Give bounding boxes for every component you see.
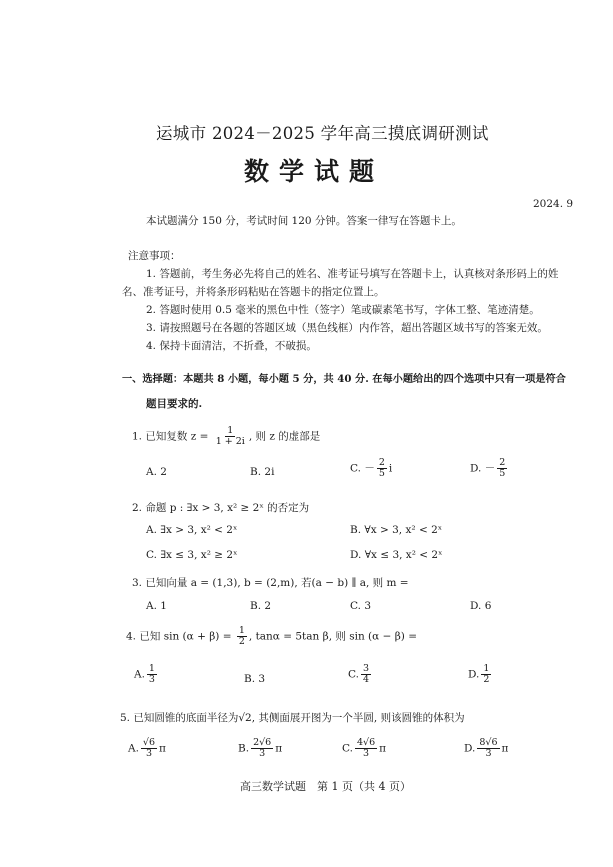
q5-a-fraction [141,738,157,759]
question-3-stem: 3. 已知向量 a = (1,3), b = (2,m), 若(a − b) ∥ a, 则 m = [132,577,409,589]
q5-a-num: √6 [142,737,156,748]
subject-title: 数学试题 [244,157,385,186]
q1-prefix: 1. 已知复数 z = [132,430,212,443]
q5-c-fraction [355,738,377,759]
q1-frac-den: 1 + 2i [215,435,245,447]
section-heading-cont: 题目要求的. [146,398,203,410]
q2-option-a: A. ∃x > 3, x² < 2ˣ [146,524,238,536]
q2-option-d: D. ∀x ≤ 3, x² < 2ˣ [350,549,443,561]
notice-item-1-cont: 名、准考证号，并将条形码粘贴在答题卡的指定位置上。 [122,286,385,298]
q5-a-den: 3 [145,747,152,759]
q5-option-b [238,738,282,759]
q1-suffix: , 则 z 的虚部是 [248,430,321,443]
q1-option-d [470,458,509,479]
q5-c-num: 4√6 [357,737,376,748]
q1-c-fraction [377,458,387,479]
q3-option-c: C. 3 [350,600,372,612]
q3-option-b: B. 2 [250,600,272,612]
q1-d-fraction [497,458,507,479]
q5-b-den: 3 [259,747,266,759]
q4-option-a [134,664,159,685]
exam-info: 本试题满分 150 分，考试时间 120 分钟。答案一律写在答题卡上。 [146,215,462,227]
question-1-stem [132,426,320,447]
q4-d-fraction [481,664,491,685]
exam-date: 2024. 9 [533,198,574,210]
q4-d-num: 1 [483,663,490,674]
q1-c-num: 2 [378,457,385,468]
q5-c-prefix: C. [342,742,353,755]
q3-option-d: D. 6 [470,600,492,612]
q4-fraction [237,626,247,647]
q4-option-b: B. 3 [244,673,266,685]
q2-option-b: B. ∀x > 3, x² < 2ˣ [350,524,443,536]
section-heading: 一、选择题：本题共 8 小题，每小题 5 分，共 40 分. 在每小题给出的四个选项中只有一项是符合 [122,373,566,385]
q1-c-den: 5 [378,467,385,479]
notice-heading: 注意事项： [128,250,181,262]
q1-d-num: 2 [499,457,506,468]
q2-option-c: C. ∃x ≤ 3, x² ≥ 2ˣ [146,549,238,561]
q4-a-den: 3 [148,673,155,685]
q4-option-c [348,664,373,685]
q1-option-b: B. 2i [250,466,275,478]
q1-c-suffix: i [388,462,393,475]
page-footer: 高三数学试题 第 1 页（共 4 页） [240,780,411,793]
q3-option-a: A. 1 [146,600,167,612]
q5-d-num: 8√6 [479,737,498,748]
q5-c-den: 3 [363,747,370,759]
q4-c-prefix: C. [348,668,359,681]
q5-b-num: 2√6 [253,737,272,748]
q5-b-fraction [251,738,273,759]
q5-a-prefix: A. [128,742,139,755]
q5-option-a [128,738,166,759]
q4-c-den: 4 [363,673,370,685]
q5-a-pi: π [159,742,166,755]
q1-d-prefix: D. － [470,462,496,475]
q5-d-den: 3 [485,747,492,759]
q4-a-num: 1 [148,663,155,674]
question-4-stem [126,626,417,647]
q5-d-prefix: D. [464,742,476,755]
q1-d-den: 5 [499,467,506,479]
q4-a-fraction [147,664,157,685]
q4-d-prefix: D. [468,668,480,681]
q5-b-prefix: B. [238,742,250,755]
q1-fraction [214,426,247,447]
notice-item-2: 2. 答题时使用 0.5 毫米的黑色中性（签字）笔或碳素笔书写，字体工整、笔迹清楚。 [146,304,540,316]
q4-c-fraction [361,664,371,685]
q5-d-fraction [477,738,499,759]
notice-item-4: 4. 保持卡面清洁，不折叠，不破损。 [146,340,317,352]
exam-title: 运城市 2024－2025 学年高三摸底调研测试 [156,124,489,143]
q4-option-d [468,664,493,685]
q4-suffix: , tanα = 5tan β, 则 sin (α − β) = [248,630,418,643]
q5-c-pi: π [379,742,387,755]
notice-item-1: 1. 答题前，考生务必先将自己的姓名、准考证号填写在答题卡上，认真核对条形码上的姓 [146,268,559,280]
q1-frac-num: 1 [227,425,234,436]
q1-c-prefix: C. － [350,462,375,475]
q4-frac-num: 1 [238,625,245,636]
q4-a-prefix: A. [134,668,145,681]
q4-prefix: 4. 已知 sin (α + β) = [126,630,235,643]
q5-option-d [464,738,508,759]
notice-item-3: 3. 请按照题号在各题的答题区域（黑色线框）内作答，超出答题区域书写的答案无效。 [146,322,548,334]
question-5-stem: 5. 已知圆锥的底面半径为√2, 其侧面展开图为一个半圆, 则该圆锥的体积为 [120,712,465,724]
q4-d-den: 2 [483,673,490,685]
q5-d-pi: π [501,742,509,755]
q1-option-a: A. 2 [146,466,167,478]
q5-b-pi: π [275,742,283,755]
question-2-stem: 2. 命题 p : ∃x > 3, x² ≥ 2ˣ 的否定为 [132,502,310,514]
q4-c-num: 3 [363,663,370,674]
q1-option-c [350,458,392,479]
q4-frac-den: 2 [238,635,245,647]
q5-option-c [342,738,386,759]
